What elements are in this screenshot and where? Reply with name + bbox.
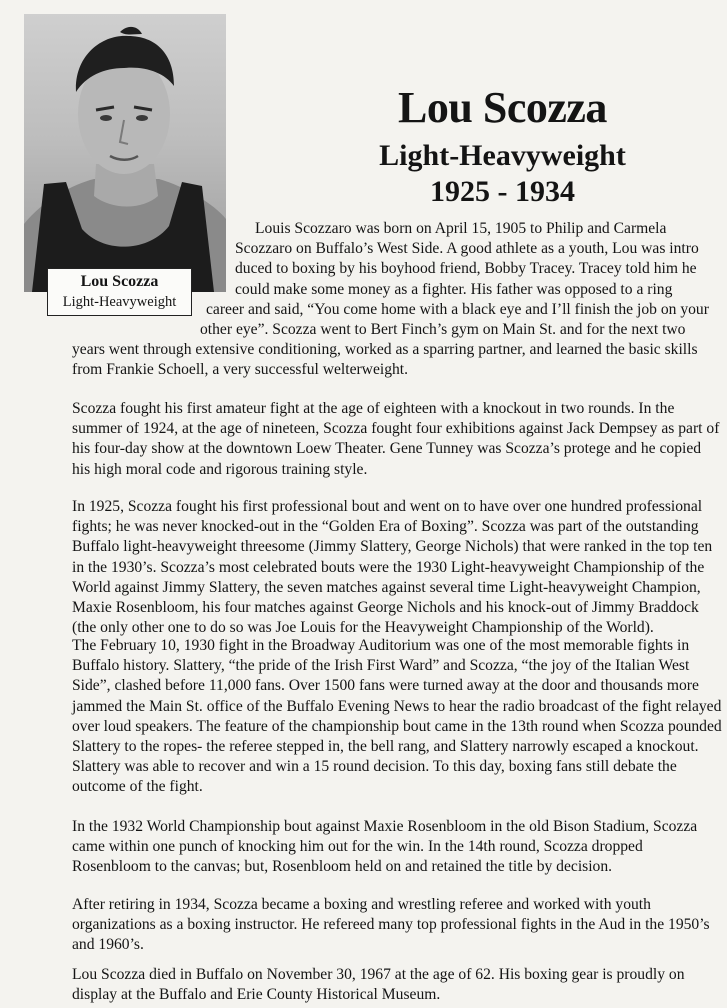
header — [320, 82, 685, 210]
intro-line: duced to boxing by his boyhood friend, Bobby Tracey. Tracey told him he — [235, 260, 697, 278]
paragraph-retirement: After retiring in 1934, Scozza became a boxing and wrestling referee and worked with youth organizations as a boxing instructor. He refereed many top professional fights in the Aud in the 1950’s and 1960’s. — [72, 896, 710, 954]
intro-paragraph — [72, 219, 720, 381]
intro-line: years went through extensive conditioning, worked as a sparring partner, and learned the basic skills — [72, 341, 698, 359]
paragraph-1930-fight: The February 10, 1930 fight in the Broadway Auditorium was one of the most memorable fights in Buffalo history. Slattery, “the pride of the Irish First Ward” and Scozza, “the joy of the Italian West Side”, clashed before 11,000 fans. Over 1500 fans were turned away at the door and thousands more jammed the Main St. office of the Buffalo Evening News to hear the radio broadcast of the fight relayed over loud speakers. The feature of the championship bout came in the 13th round when Scozza pounded Slattery to the ropes- the referee stepped in, the bell rang, and Slattery narrowly escaped a knockout. Slattery was able to recover and win a 15 round decision. To this day, boxing fans still debate the outcome of the fight. — [72, 637, 722, 796]
page-subtitle: Light-Heavyweight — [379, 139, 626, 172]
caption-weight-class: Light-Heavyweight — [62, 294, 177, 310]
caption-name: Lou Scozza — [80, 273, 159, 290]
paragraph-1932-bout: In the 1932 World Championship bout against Maxie Rosenbloom in the old Bison Stadium, Scozza came within one punch of knocking him out for the win. In the 14th round, Scozza dropped Rosenbloom to the canvas; but, Rosenbloom held on and retained the title by decision. — [72, 818, 698, 876]
intro-line: could make some money as a fighter. His father was opposed to a ring — [235, 280, 673, 298]
intro-line: from Frankie Schoell, a very successful welterweight. — [72, 361, 409, 379]
intro-line: Scozzaro on Buffalo’s West Side. A good athlete as a youth, Lou was intro — [235, 240, 699, 258]
intro-line: other eye”. Scozza went to Bert Finch’s gym on Main St. and for the next two — [200, 321, 686, 339]
career-years: 1925 - 1934 — [430, 175, 575, 208]
intro-line: Louis Scozzaro was born on April 15, 1905 to Philip and Carmela — [255, 220, 667, 237]
page-title: Lou Scozza — [398, 83, 607, 132]
paragraph-death: Lou Scozza died in Buffalo on November 30, 1967 at the age of 62. His boxing gear is proudly on display at the Buffalo and Erie County Historical Museum. — [72, 966, 685, 1004]
intro-line: career and said, “You come home with a black eye and I’ll finish the job on your — [206, 300, 709, 318]
paragraph-amateur: Scozza fought his first amateur fight at the age of eighteen with a knockout in two rounds. In the summer of 1924, at the age of nineteen, Scozza fought four exhibitions against Jack Dempsey as part of his four-day show at the downtown Loew Theater. Gene Tunney was Scozza’s protege and he copied his high moral code and rigorous training style. — [72, 400, 720, 478]
paragraph-professional: In 1925, Scozza fought his first professional bout and went on to have over one hundred professional fights; he was never knocked-out in the “Golden Era of Boxing”. Scozza was part of the outstanding Buffalo light-heavyweight threesome (Jimmy Slattery, George Nichols) that were ranked in the top ten in the 1930’s. Scozza’s most celebrated bouts were the 1930 Light-heavyweight Championship of the World against Jimmy Slattery, the seven matches against several time Light-heavyweight Champion, Maxie Rosenbloom, his four matches against George Nichols and his knock-out of Jimmy Braddock (the only other one to do so was Joe Louis for the Heavyweight Championship of the World). — [72, 498, 713, 637]
